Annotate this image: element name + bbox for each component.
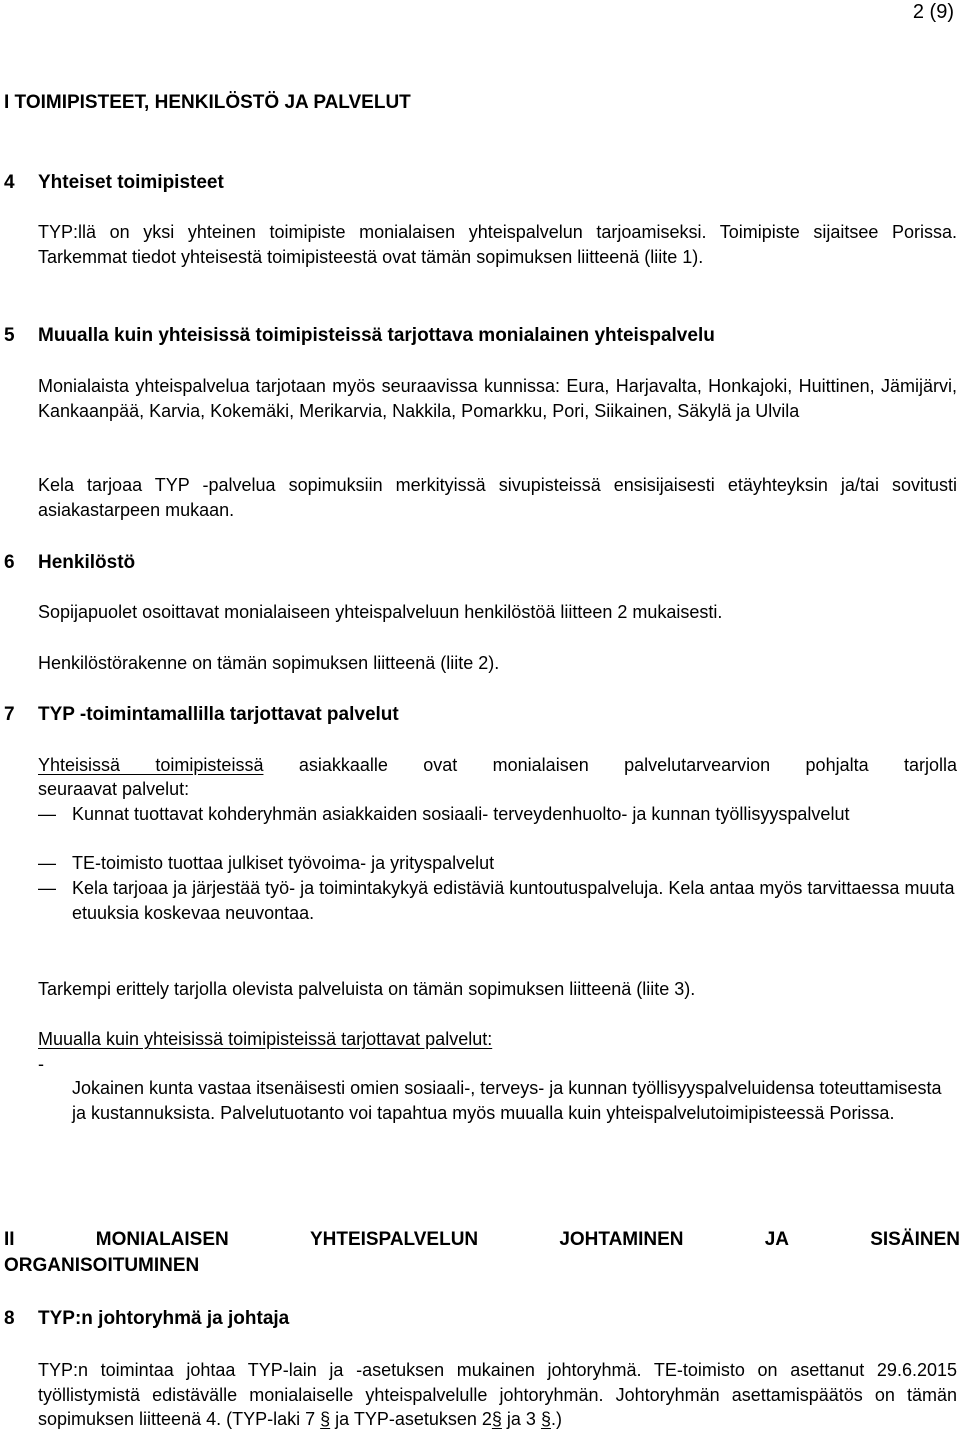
section-8-text-mid: ja TYP-asetuksen 2 <box>330 1409 492 1429</box>
section-8-text-end: .) <box>550 1409 562 1429</box>
section-5-number: 5 <box>4 325 15 346</box>
section-6-title: Henkilöstö <box>38 552 136 573</box>
heading-word: MONIALAISEN <box>95 1229 229 1250</box>
page-number: 2 (9) <box>912 1 954 23</box>
part-heading-2-line-2: ORGANISOITUMINEN <box>4 1255 200 1276</box>
section-7-number: 7 <box>4 704 15 725</box>
other-dash: - <box>38 1054 44 1074</box>
section-4-title: Yhteiset toimipisteet <box>38 172 224 193</box>
section-7-title: TYP -toimintamallilla tarjottavat palvelut <box>38 704 399 725</box>
section-7-intro-line-2: seuraavat palvelut: <box>38 779 190 799</box>
section-7-intro-rest: asiakkaalle ovat monialaisen palvelutarvearvion pohjalta tarjolla <box>263 755 957 775</box>
part-heading-2-line-1 <box>4 1227 960 1253</box>
section-5-title: Muualla kuin yhteisissä toimipisteissä tarjottava monialainen yhteispalvelu <box>38 325 715 346</box>
section-4-number: 4 <box>4 172 15 193</box>
heading-word: JOHTAMINEN <box>559 1229 684 1250</box>
section-6-text-2: Henkilöstörakenne on tämän sopimuksen liitteenä (liite 2). <box>38 653 500 673</box>
section-7-intro-underlined: Yhteisissä toimipisteissä <box>38 755 264 775</box>
heading-word: SISÄINEN <box>870 1229 960 1250</box>
list-bullet: — <box>38 878 56 898</box>
list-item: TE-toimisto tuottaa julkiset työvoima- ja yrityspalvelut <box>72 853 495 873</box>
heading-word: YHTEISPALVELUN <box>309 1229 479 1250</box>
part-heading-1: I TOIMIPISTEET, HENKILÖSTÖ JA PALVELUT <box>4 92 411 113</box>
section-7-intro <box>38 753 957 777</box>
section-6-text-1: Sopijapuolet osoittavat monialaiseen yhteispalveluun henkilöstöä liitteen 2 mukaisesti. <box>38 602 723 622</box>
list-bullet: — <box>38 804 56 824</box>
section-8-text-mid2: ja 3 <box>501 1409 541 1429</box>
section-8-text <box>38 1358 957 1432</box>
section-8-title: TYP:n johtoryhmä ja johtaja <box>38 1308 290 1329</box>
list-item: Kela tarjoaa ja järjestää työ- ja toimintakykyä edistäviä kuntoutuspalveluja. Kela antaa myös tarvittaessa muuta etuuksia koskevaa neuvontaa. <box>72 878 955 923</box>
section-7-other-item: Jokainen kunta vastaa itsenäisesti omien sosiaali-, terveys- ja kunnan työllisyyspalveluidensa toteuttamisesta ja kustannuksista. Palvelutuotanto voi tapahtua myös muualla kuin yhteispalvelutoimipisteessä Porissa. <box>72 1078 942 1123</box>
section-8-number: 8 <box>4 1308 15 1329</box>
list-item: Kunnat tuottavat kohderyhmän asiakkaiden sosiaali- terveydenhuolto- ja kunnan työllisyyspalvelut <box>72 804 850 824</box>
section-5-text-1: Monialaista yhteispalvelua tarjotaan myös seuraavissa kunnissa: Eura, Harjavalta, Honkajoki, Huittinen, Jämijärvi, Kankaanpää, Karvia, Kokemäki, Merikarvia, Nakkila, Pomarkku, Pori, Siikainen, Säkylä ja Ulvila <box>38 376 957 421</box>
section-5-text-2: Kela tarjoaa TYP -palvelua sopimuksiin merkityissä sivupisteissä ensisijaisesti etäyhteyksin ja/tai sovitusti asiakastarpeen mukaan. <box>38 475 957 520</box>
section-6-number: 6 <box>4 552 15 573</box>
section-8-text-main: TYP:n toimintaa johtaa TYP-lain ja -asetuksen mukainen johtoryhmä. TE-toimisto on asettanut 29.6.2015 työllistymistä edistävälle monialaiselle yhteispalvelulle johtoryhmän. Johtoryhmän asettamispäätös on tämän sopimuksen liitteenä 4. (TYP-laki 7 <box>38 1360 957 1429</box>
section-4-text: TYP:llä on yksi yhteinen toimipiste monialaisen yhteispalvelun tarjoamiseksi. Toimipiste sijaitsee Porissa. Tarkemmat tiedot yhteisestä toimipisteestä ovat tämän sopimuksen liitteenä (liite 1). <box>38 222 957 267</box>
section-7-other-heading: Muualla kuin yhteisissä toimipisteissä tarjottavat palvelut: <box>38 1029 493 1049</box>
section-7-detail: Tarkempi erittely tarjolla olevista palveluista on tämän sopimuksen liitteenä (liite 3). <box>38 979 696 999</box>
section-sign: § <box>320 1409 331 1429</box>
section-sign: § <box>540 1409 551 1429</box>
section-sign: § <box>491 1409 502 1429</box>
part-heading-2 <box>4 1227 960 1279</box>
heading-word: II <box>4 1229 15 1250</box>
heading-word: JA <box>764 1229 790 1250</box>
list-bullet: — <box>38 853 56 873</box>
